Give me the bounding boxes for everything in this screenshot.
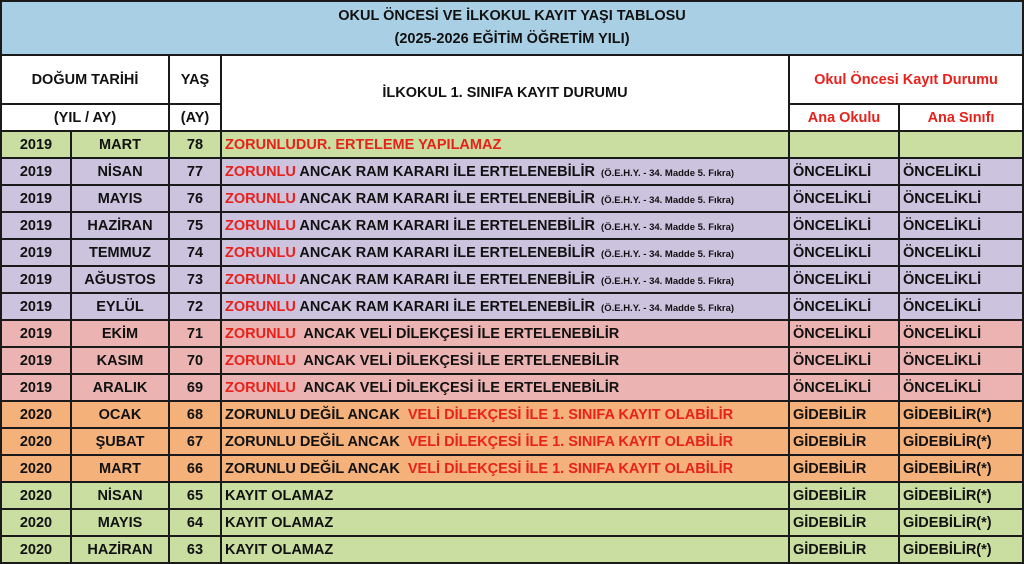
row-primary-status <box>221 482 789 509</box>
row-nursery-class-status: GİDEBİLİR(*) <box>899 509 1023 536</box>
primary-status-header: İLKOKUL 1. SINIFA KAYIT DURUMU <box>221 55 789 131</box>
row-age: 70 <box>169 347 221 374</box>
status-black-text: ANCAK RAM KARARI İLE ERTELENEBİLİR <box>295 217 596 234</box>
row-month: MART <box>71 131 169 158</box>
table-row <box>1 428 1023 455</box>
title-line-1: OKUL ÖNCESİ VE İLKOKUL KAYIT YAŞI TABLOSU <box>338 8 686 24</box>
status-red-text: ZORUNLUDUR. ERTELEME YAPILAMAZ <box>225 136 502 153</box>
status-black-text: ANCAK RAM KARARI İLE ERTELENEBİLİR <box>295 271 596 288</box>
status-red-text-2: VELİ DİLEKÇESİ İLE 1. SINIFA KAYIT OLABİLİR <box>407 433 734 450</box>
row-kindergarten-status <box>789 131 899 158</box>
table-row <box>1 347 1023 374</box>
row-age: 64 <box>169 509 221 536</box>
row-primary-status <box>221 131 789 158</box>
status-red-text: ZORUNLU <box>225 379 296 396</box>
year-month-header: (YIL / AY) <box>1 104 169 131</box>
row-year: 2019 <box>1 374 71 401</box>
row-month: HAZİRAN <box>71 212 169 239</box>
kindergarten-header: Ana Okulu <box>789 104 899 131</box>
row-age: 66 <box>169 455 221 482</box>
row-year: 2019 <box>1 185 71 212</box>
table-row <box>1 212 1023 239</box>
row-kindergarten-status: GİDEBİLİR <box>789 455 899 482</box>
row-primary-status <box>221 455 789 482</box>
row-age: 71 <box>169 320 221 347</box>
row-kindergarten-status: GİDEBİLİR <box>789 401 899 428</box>
row-nursery-class-status: ÖNCELİKLİ <box>899 266 1023 293</box>
row-nursery-class-status: GİDEBİLİR(*) <box>899 455 1023 482</box>
row-age: 72 <box>169 293 221 320</box>
row-age: 77 <box>169 158 221 185</box>
row-kindergarten-status: ÖNCELİKLİ <box>789 158 899 185</box>
row-primary-status <box>221 428 789 455</box>
age-unit-header: (AY) <box>169 104 221 131</box>
row-year: 2019 <box>1 347 71 374</box>
row-nursery-class-status: ÖNCELİKLİ <box>899 374 1023 401</box>
row-kindergarten-status: ÖNCELİKLİ <box>789 239 899 266</box>
row-year: 2019 <box>1 158 71 185</box>
row-month: AĞUSTOS <box>71 266 169 293</box>
row-nursery-class-status: GİDEBİLİR(*) <box>899 401 1023 428</box>
row-nursery-class-status: ÖNCELİKLİ <box>899 212 1023 239</box>
status-red-text: ZORUNLU <box>225 271 296 288</box>
row-kindergarten-status: GİDEBİLİR <box>789 482 899 509</box>
status-red-text-2: VELİ DİLEKÇESİ İLE 1. SINIFA KAYIT OLABİLİR <box>407 460 734 477</box>
row-year: 2019 <box>1 131 71 158</box>
row-primary-status <box>221 239 789 266</box>
table-row <box>1 185 1023 212</box>
table-row <box>1 158 1023 185</box>
row-year: 2020 <box>1 428 71 455</box>
table-row <box>1 455 1023 482</box>
status-black-text: ZORUNLU DEĞİL ANCAK <box>225 433 408 450</box>
row-year: 2019 <box>1 212 71 239</box>
row-month: NİSAN <box>71 158 169 185</box>
row-primary-status <box>221 509 789 536</box>
row-kindergarten-status: ÖNCELİKLİ <box>789 185 899 212</box>
row-year: 2019 <box>1 293 71 320</box>
age-header: YAŞ <box>169 55 221 104</box>
status-black-text: ZORUNLU DEĞİL ANCAK <box>225 406 408 423</box>
status-red-text-2: VELİ DİLEKÇESİ İLE 1. SINIFA KAYIT OLABİLİR <box>407 406 734 423</box>
row-month: KASIM <box>71 347 169 374</box>
row-month: MAYIS <box>71 185 169 212</box>
row-kindergarten-status: ÖNCELİKLİ <box>789 266 899 293</box>
status-black-text: ANCAK RAM KARARI İLE ERTELENEBİLİR <box>295 298 596 315</box>
row-primary-status <box>221 320 789 347</box>
table-row <box>1 239 1023 266</box>
row-primary-status <box>221 536 789 563</box>
status-black-text: ZORUNLU DEĞİL ANCAK <box>225 460 408 477</box>
row-month: MART <box>71 455 169 482</box>
status-black-text: KAYIT OLAMAZ <box>225 541 334 558</box>
status-black-text: ANCAK VELİ DİLEKÇESİ İLE ERTELENEBİLİR <box>295 325 620 342</box>
row-month: TEMMUZ <box>71 239 169 266</box>
status-black-text: KAYIT OLAMAZ <box>225 487 334 504</box>
row-nursery-class-status: GİDEBİLİR(*) <box>899 428 1023 455</box>
row-age: 69 <box>169 374 221 401</box>
row-age: 65 <box>169 482 221 509</box>
row-primary-status <box>221 266 789 293</box>
nursery-class-header: Ana Sınıfı <box>899 104 1023 131</box>
row-primary-status <box>221 374 789 401</box>
status-black-text: ANCAK VELİ DİLEKÇESİ İLE ERTELENEBİLİR <box>295 379 620 396</box>
row-age: 78 <box>169 131 221 158</box>
row-primary-status <box>221 293 789 320</box>
row-primary-status <box>221 158 789 185</box>
row-nursery-class-status: GİDEBİLİR(*) <box>899 482 1023 509</box>
regulation-note: (Ö.E.H.Y. - 34. Madde 5. Fıkra) <box>601 275 735 287</box>
row-nursery-class-status: GİDEBİLİR(*) <box>899 536 1023 563</box>
row-month: EKİM <box>71 320 169 347</box>
status-red-text: ZORUNLU <box>225 217 296 234</box>
row-year: 2020 <box>1 401 71 428</box>
status-red-text: ZORUNLU <box>225 190 296 207</box>
row-kindergarten-status: GİDEBİLİR <box>789 536 899 563</box>
status-red-text: ZORUNLU <box>225 298 296 315</box>
table-row <box>1 536 1023 563</box>
row-primary-status <box>221 212 789 239</box>
row-nursery-class-status <box>899 131 1023 158</box>
header-row-1 <box>1 55 1023 104</box>
row-kindergarten-status: ÖNCELİKLİ <box>789 320 899 347</box>
table-row <box>1 131 1023 158</box>
row-year: 2020 <box>1 455 71 482</box>
row-kindergarten-status: ÖNCELİKLİ <box>789 212 899 239</box>
row-year: 2020 <box>1 482 71 509</box>
row-month: EYLÜL <box>71 293 169 320</box>
table-row <box>1 401 1023 428</box>
row-kindergarten-status: GİDEBİLİR <box>789 509 899 536</box>
table-row <box>1 320 1023 347</box>
row-primary-status <box>221 185 789 212</box>
row-age: 67 <box>169 428 221 455</box>
regulation-note: (Ö.E.H.Y. - 34. Madde 5. Fıkra) <box>601 167 735 179</box>
row-year: 2020 <box>1 536 71 563</box>
table-row <box>1 509 1023 536</box>
row-primary-status <box>221 347 789 374</box>
title-row <box>1 1 1023 55</box>
table-row <box>1 293 1023 320</box>
regulation-note: (Ö.E.H.Y. - 34. Madde 5. Fıkra) <box>601 194 735 206</box>
row-year: 2019 <box>1 266 71 293</box>
status-red-text: ZORUNLU <box>225 244 296 261</box>
row-month: ARALIK <box>71 374 169 401</box>
row-age: 76 <box>169 185 221 212</box>
row-nursery-class-status: ÖNCELİKLİ <box>899 239 1023 266</box>
regulation-note: (Ö.E.H.Y. - 34. Madde 5. Fıkra) <box>601 221 735 233</box>
row-nursery-class-status: ÖNCELİKLİ <box>899 158 1023 185</box>
row-month: ŞUBAT <box>71 428 169 455</box>
row-kindergarten-status: GİDEBİLİR <box>789 428 899 455</box>
status-black-text: KAYIT OLAMAZ <box>225 514 334 531</box>
row-age: 63 <box>169 536 221 563</box>
row-month: NİSAN <box>71 482 169 509</box>
row-age: 68 <box>169 401 221 428</box>
table-row <box>1 374 1023 401</box>
row-age: 73 <box>169 266 221 293</box>
row-age: 75 <box>169 212 221 239</box>
row-month: OCAK <box>71 401 169 428</box>
row-kindergarten-status: ÖNCELİKLİ <box>789 347 899 374</box>
table-title <box>1 1 1023 55</box>
row-primary-status <box>221 401 789 428</box>
row-month: MAYIS <box>71 509 169 536</box>
row-nursery-class-status: ÖNCELİKLİ <box>899 185 1023 212</box>
status-black-text: ANCAK RAM KARARI İLE ERTELENEBİLİR <box>295 244 596 261</box>
status-black-text: ANCAK VELİ DİLEKÇESİ İLE ERTELENEBİLİR <box>295 352 620 369</box>
status-black-text: ANCAK RAM KARARI İLE ERTELENEBİLİR <box>295 190 596 207</box>
row-year: 2019 <box>1 239 71 266</box>
regulation-note: (Ö.E.H.Y. - 34. Madde 5. Fıkra) <box>601 248 735 260</box>
status-black-text: ANCAK RAM KARARI İLE ERTELENEBİLİR <box>295 163 596 180</box>
row-month: HAZİRAN <box>71 536 169 563</box>
row-nursery-class-status: ÖNCELİKLİ <box>899 347 1023 374</box>
row-nursery-class-status: ÖNCELİKLİ <box>899 320 1023 347</box>
row-kindergarten-status: ÖNCELİKLİ <box>789 293 899 320</box>
row-nursery-class-status: ÖNCELİKLİ <box>899 293 1023 320</box>
status-red-text: ZORUNLU <box>225 325 296 342</box>
row-year: 2020 <box>1 509 71 536</box>
table-row <box>1 482 1023 509</box>
title-line-2: (2025-2026 EĞİTİM ÖĞRETİM YILI) <box>394 31 630 47</box>
row-age: 74 <box>169 239 221 266</box>
regulation-note: (Ö.E.H.Y. - 34. Madde 5. Fıkra) <box>601 302 735 314</box>
preschool-status-header: Okul Öncesi Kayıt Durumu <box>789 55 1023 104</box>
status-red-text: ZORUNLU <box>225 352 296 369</box>
birth-date-header: DOĞUM TARİHİ <box>1 55 169 104</box>
status-red-text: ZORUNLU <box>225 163 296 180</box>
row-year: 2019 <box>1 320 71 347</box>
table-row <box>1 266 1023 293</box>
row-kindergarten-status: ÖNCELİKLİ <box>789 374 899 401</box>
